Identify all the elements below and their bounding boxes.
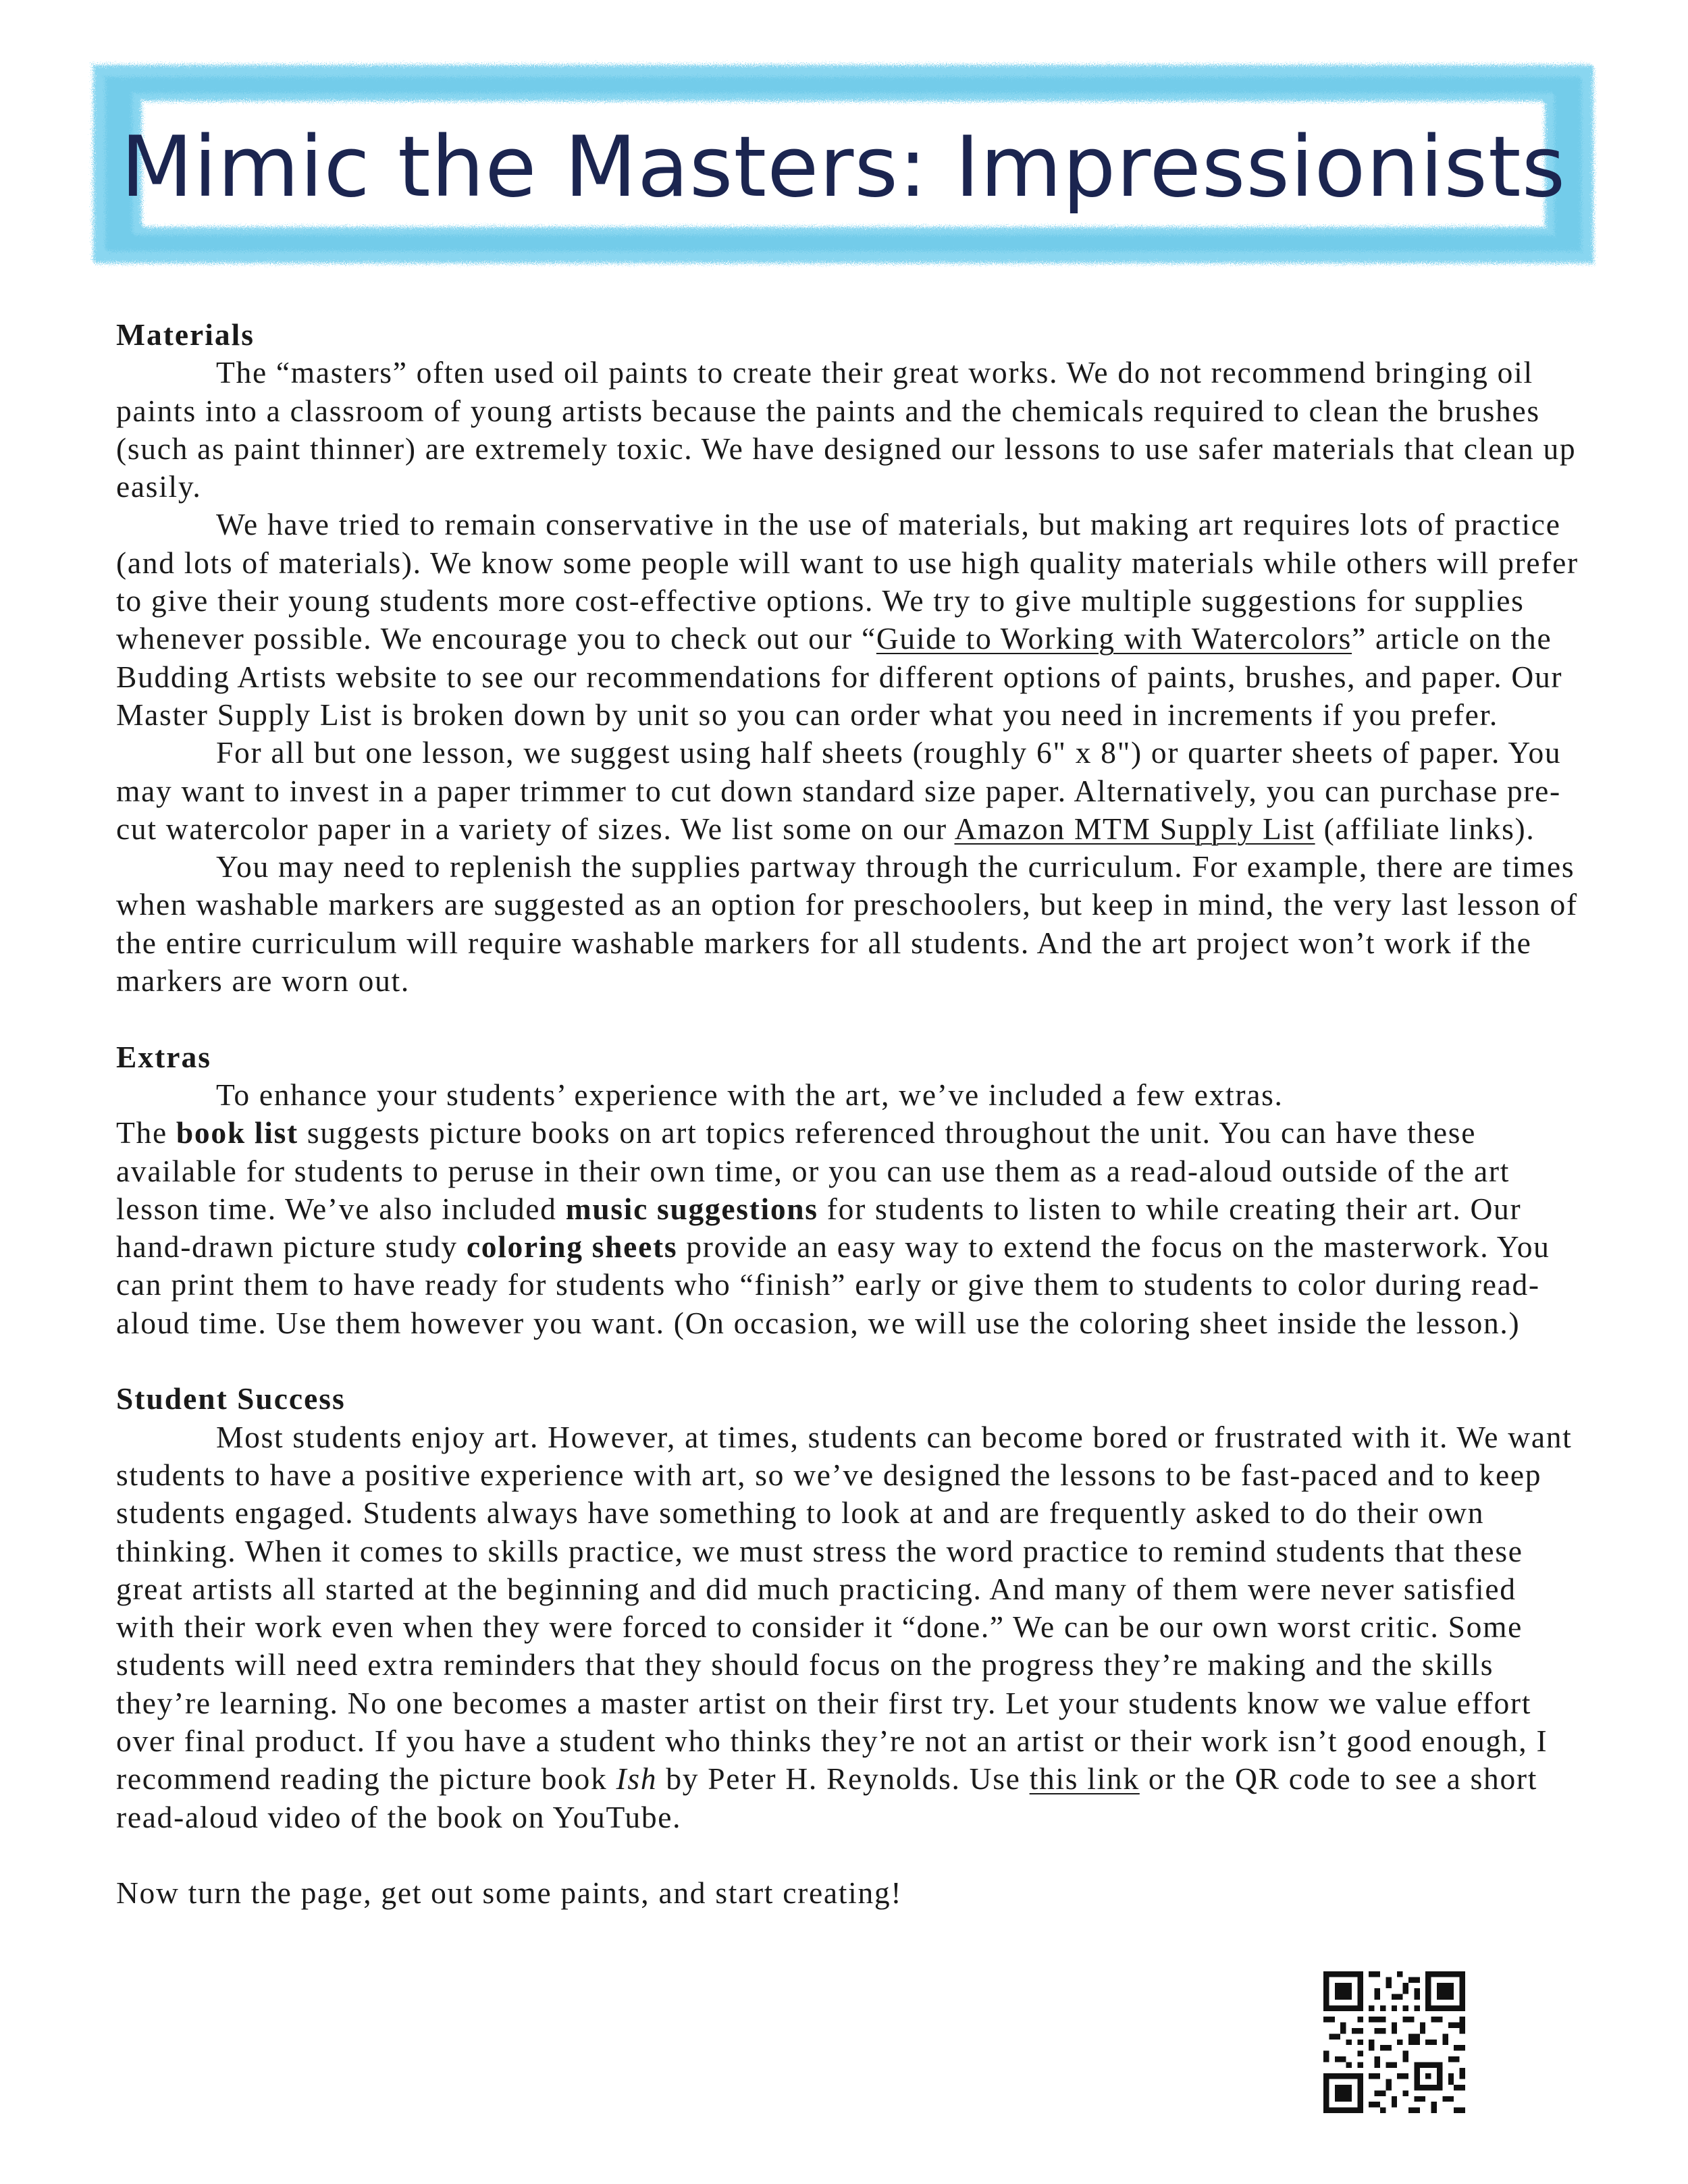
extras-paragraph-intro: To enhance your students’ experience with the art, we’ve included a few extras. bbox=[216, 1077, 1284, 1112]
materials-heading: Materials bbox=[116, 317, 255, 352]
music-suggestions-term: music suggestions bbox=[565, 1191, 818, 1226]
materials-section bbox=[116, 316, 1581, 1000]
materials-paragraph-4: You may need to replenish the supplies partway through the curriculum. For example, there are times when washable markers are suggested as an option for preschoolers, but keep in mind, the very last lesson of the entire curriculum will require washable markers for all students. And the art project won’t work if the markers are worn out. bbox=[116, 849, 1578, 998]
materials-paragraph-2 bbox=[116, 506, 1581, 734]
text-run: For all but one lesson, we suggest using half sheets (roughly 6" x 8") or quarter sheets of paper. You may want to invest in a paper trimmer to cut down standard size paper. Alternatively, you can purchase pre-cut watercolor paper in a variety of sizes. We list some on our bbox=[116, 735, 1562, 846]
extras-heading: Extras bbox=[116, 1039, 211, 1074]
text-run: provide an easy way to extend the focus on the masterwork. You can print them to have ready for students who “finish” early or give them to students to color during read-aloud time. Use them however you want. (On occasion, we will use the coloring sheet inside the lesson.) bbox=[116, 1229, 1550, 1340]
materials-paragraph-3 bbox=[116, 734, 1581, 848]
student-success-section bbox=[116, 1380, 1581, 1912]
closing-line: Now turn the page, get out some paints, and start creating! bbox=[116, 1875, 903, 1911]
extras-paragraph bbox=[116, 1114, 1581, 1342]
text-run: We have tried to remain conservative in the use of materials, but making art requires lots of practice (and lots of materials). We know some people will want to use high quality materials while others will prefer to give their young students more cost-effective options. We try to give multiple suggestions for supplies whenever possible. We encourage you to check out our “ bbox=[116, 507, 1579, 656]
qr-code[interactable] bbox=[1323, 1971, 1465, 2113]
watercolor-guide-link[interactable]: Guide to Working with Watercolors bbox=[876, 621, 1352, 656]
amazon-supply-list-link[interactable]: Amazon MTM Supply List bbox=[954, 811, 1315, 846]
youtube-video-link[interactable]: this link bbox=[1029, 1761, 1140, 1796]
text-run: The bbox=[116, 1115, 176, 1150]
page-title: Mimic the Masters: Impressionists bbox=[120, 119, 1566, 216]
student-success-heading: Student Success bbox=[116, 1381, 346, 1416]
title-banner bbox=[80, 53, 1607, 275]
text-run: by Peter H. Reynolds. Use bbox=[657, 1761, 1030, 1796]
text-run: for students to listen to while creating their art. Our hand-drawn picture study bbox=[116, 1191, 1522, 1264]
materials-paragraph-1: The “masters” often used oil paints to create their great works. We do not recommend bringing oil paints into a classroom of young artists because the paints and the chemicals required to clean the brushes (such as paint thinner) are extremely toxic. We have designed our lessons to use safer materials that clean up easily. bbox=[116, 355, 1577, 504]
extras-section bbox=[116, 1038, 1581, 1342]
document-body bbox=[116, 316, 1581, 1912]
coloring-sheets-term: coloring sheets bbox=[466, 1229, 678, 1264]
student-success-paragraph bbox=[116, 1418, 1581, 1836]
text-run: ” article on the Budding Artists website to see our recommendations for different options of paints, brushes, and paper. Our Master Supply List is broken down by unit so you can order what you need in increments if you prefer. bbox=[116, 621, 1563, 732]
text-run: (affiliate links). bbox=[1315, 811, 1535, 846]
book-title-ish: Ish bbox=[616, 1761, 658, 1796]
text-run: suggests picture books on art topics referenced throughout the unit. You can have these available for students to peruse in their own time, or you can use them as a read-aloud outside of the art lesson time. We’ve also included bbox=[116, 1115, 1510, 1226]
book-list-term: book list bbox=[176, 1115, 298, 1150]
text-run: or the QR code to see a short read-aloud video of the book on YouTube. bbox=[116, 1761, 1538, 1834]
text-run: Most students enjoy art. However, at times, students can become bored or frustrated with it. We want students to have a positive experience with art, so we’ve designed the lessons to be fast-paced and to keep students engaged. Students always have something to look at and are frequently asked to do their own thinking. When it comes to skills practice, we must stress the word practice to remind students that these great artists all started at the beginning and did much practicing. And many of them were never satisfied with their work even when they were forced to consider it “done.” We can be our own worst critic. Some students will need extra reminders that they should focus on the progress they’re making and the skills they’re learning. No one becomes a master artist on their first try. Let your students know we value effort over final product. If you have a student who thinks they’re not an artist or their work isn’t good enough, I recommend reading the picture book bbox=[116, 1419, 1573, 1796]
